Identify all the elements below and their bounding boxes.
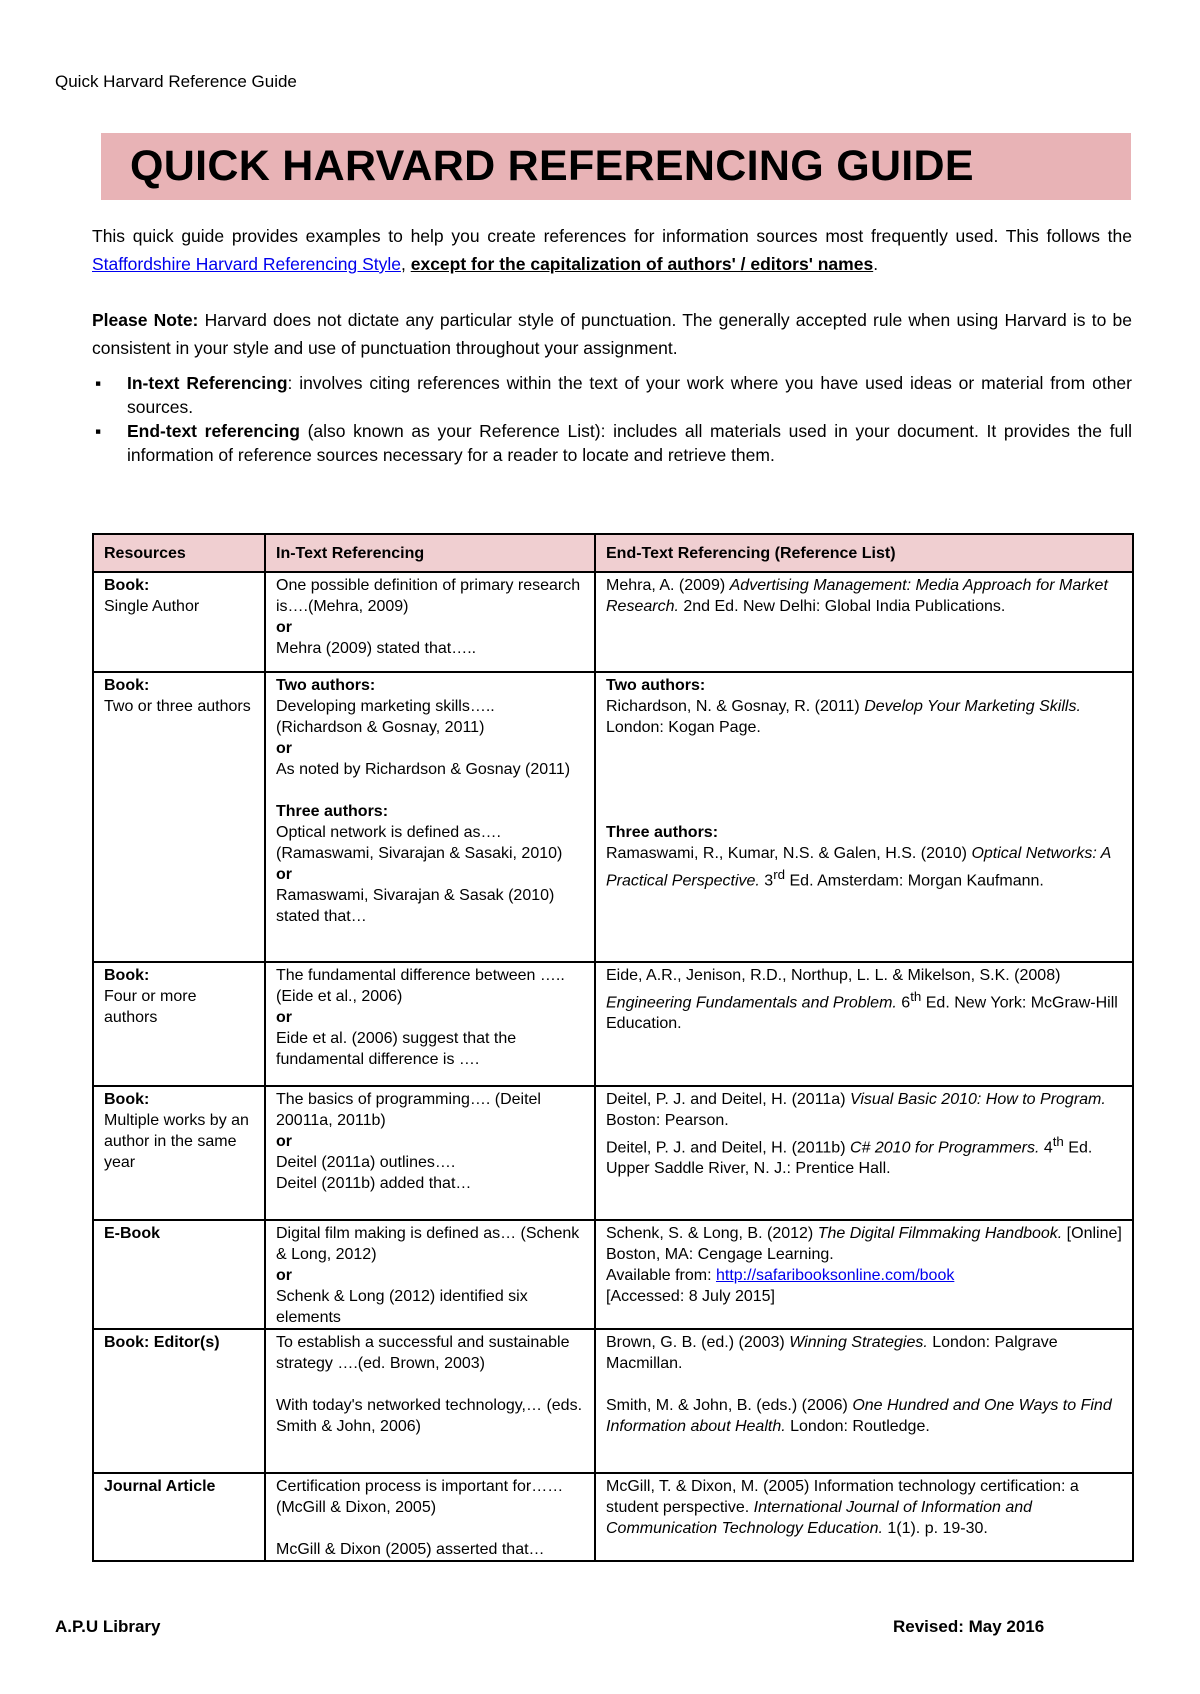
ebook-url-link[interactable]: http://safaribooksonline.com/book: [715, 1267, 955, 1284]
resource-cell: [93, 1086, 265, 1220]
reference-publisher: Ed. Upper Saddle River, N. J.: Prentice Hall.: [606, 1139, 1093, 1178]
intro-section: [92, 222, 1132, 467]
table-row: [93, 1220, 1133, 1329]
in-text-example: To establish a successful and sustainable strategy ….(ed. Brown, 2003): [276, 1334, 570, 1372]
intro-text: This quick guide provides examples to help you create references for information sources most frequently used. This follows the: [92, 226, 1132, 246]
reference-entry: Mehra, A. (2009): [606, 577, 730, 594]
resource-subtype: Two or three authors: [104, 698, 251, 715]
resource-type: Book:: [104, 967, 150, 984]
column-header-end-text: End-Text Referencing (Reference List): [595, 534, 1133, 572]
table-row: [93, 672, 1133, 962]
list-text: (also known as your Reference List): includes all materials used in your document. It provides the full information of reference sources necessary for a reader to locate and retrieve them.: [127, 421, 1132, 465]
table-row: [93, 962, 1133, 1086]
in-text-example: Eide et al. (2006) suggest that the fundamental difference is ….: [276, 1030, 517, 1068]
in-text-example: Mehra (2009) stated that…..: [276, 640, 477, 657]
reference-publisher: Ed. Amsterdam: Morgan Kaufmann.: [785, 872, 1044, 890]
resource-cell: [93, 672, 265, 962]
in-text-example: Ramaswami, Sivarajan & Sasak (2010) stated that…: [276, 887, 555, 925]
edition-suffix: th: [910, 989, 922, 1004]
reference-publisher: Ed. New York: McGraw-Hill Education.: [606, 994, 1118, 1033]
table-row: [93, 1473, 1133, 1561]
three-authors-label: Three authors:: [276, 803, 389, 820]
reference-entry: Deitel, P. J. and Deitel, H. (2011b): [606, 1139, 850, 1157]
reference-entry: Brown, G. B. (ed.) (2003): [606, 1334, 790, 1351]
edition-suffix: th: [1052, 1134, 1064, 1149]
reference-title: Visual Basic 2010: How to Program.: [849, 1091, 1106, 1108]
in-text-example: Schenk & Long (2012) identified six elements: [276, 1288, 528, 1326]
reference-entry: Schenk, S. & Long, B. (2012): [606, 1225, 818, 1242]
resource-type: Book:: [104, 577, 150, 594]
or-separator: or: [276, 619, 292, 636]
reference-publisher: London: Palgrave Macmillan.: [606, 1334, 1058, 1372]
resource-type: Book:: [104, 677, 150, 694]
end-text-cell: [595, 572, 1133, 672]
in-text-cell: [265, 962, 595, 1086]
reference-publisher: [Online] Boston, MA: Cengage Learning.: [606, 1225, 1122, 1263]
in-text-example: With today's networked technology,… (eds. Smith & John, 2006): [276, 1397, 583, 1435]
two-authors-label: Two authors:: [276, 677, 376, 694]
reference-title: C# 2010 for Programmers.: [849, 1139, 1040, 1157]
table-row: [93, 572, 1133, 672]
reference-entry: McGill, T. & Dixon, M. (2005) Information technology certification: a student perspective.: [606, 1478, 1079, 1516]
reference-title: Engineering Fundamentals and Problem.: [606, 994, 897, 1012]
reference-entry: Ramaswami, R., Kumar, N.S. & Galen, H.S. (2010): [606, 845, 972, 862]
staffordshire-style-link[interactable]: Staffordshire Harvard Referencing Style: [92, 254, 401, 274]
reference-title: Develop Your Marketing Skills.: [864, 698, 1081, 715]
or-separator: or: [276, 1133, 292, 1150]
resource-cell: [93, 1220, 265, 1329]
list-item: [92, 419, 1132, 467]
in-text-example: Deitel (2011b) added that…: [276, 1175, 472, 1192]
bullet-icon: ▪: [95, 373, 102, 393]
edition-suffix: rd: [773, 867, 786, 882]
resource-cell: [93, 1473, 265, 1561]
or-separator: or: [276, 1009, 292, 1026]
resource-type: Book:: [104, 1091, 150, 1108]
end-text-cell: [595, 1220, 1133, 1329]
in-text-example: Digital film making is defined as… (Schenk & Long, 2012): [276, 1225, 580, 1263]
in-text-cell: [265, 572, 595, 672]
reference-title: International Journal of Information and Communication Technology Education.: [606, 1499, 1033, 1537]
reference-title: One Hundred and One Ways to Find Information about Health.: [606, 1397, 1112, 1435]
in-text-cell: [265, 1473, 595, 1561]
accessed-date: [Accessed: 8 July 2015]: [606, 1288, 775, 1305]
in-text-example: Certification process is important for……(McGill & Dixon, 2005): [276, 1478, 564, 1516]
reference-publisher: 2nd Ed. New Delhi: Global India Publications.: [678, 598, 1006, 615]
reference-title: Winning Strategies.: [789, 1334, 928, 1351]
footer-library: A.P.U Library: [55, 1617, 161, 1636]
in-text-example: Developing marketing skills….. (Richardson & Gosnay, 2011): [276, 698, 495, 736]
intro-period: .: [873, 254, 879, 274]
in-text-example: Optical network is defined as….(Ramaswami, Sivarajan & Sasaki, 2010): [276, 824, 563, 862]
available-from-label: Available from:: [606, 1267, 716, 1284]
three-authors-label: Three authors:: [606, 824, 719, 841]
two-authors-label: Two authors:: [606, 677, 706, 694]
in-text-cell: [265, 1220, 595, 1329]
resource-cell: [93, 1329, 265, 1473]
resource-cell: [93, 572, 265, 672]
or-separator: or: [276, 740, 292, 757]
end-text-cell: [595, 1473, 1133, 1561]
reference-entry: Smith, M. & John, B. (eds.) (2006): [606, 1397, 853, 1414]
table-row: [93, 1329, 1133, 1473]
intro-paragraph: [92, 222, 1132, 278]
title-banner: [101, 133, 1131, 200]
bullet-icon: ▪: [95, 421, 102, 441]
reference-title: Advertising Management: Media Approach for Market Research.: [606, 577, 1108, 615]
footer-revised: Revised: May 2016: [893, 1617, 1045, 1636]
resource-subtype: Multiple works by an author in the same year: [104, 1112, 249, 1171]
reference-entry: Deitel, P. J. and Deitel, H. (2011a): [606, 1091, 850, 1108]
resource-subtype: Four or more authors: [104, 988, 197, 1026]
list-text: : involves citing references within the text of your work where you have used ideas or material from other sources.: [127, 373, 1132, 417]
list-item: [92, 371, 1132, 419]
reference-entry: Eide, A.R., Jenison, R.D., Northup, L. L. & Mikelson, S.K. (2008): [606, 967, 1061, 984]
in-text-example: As noted by Richardson & Gosnay (2011): [276, 761, 571, 778]
intro-comma: ,: [401, 254, 411, 274]
end-text-cell: [595, 1086, 1133, 1220]
resource-type: Journal Article: [104, 1478, 216, 1495]
edition-number: 4: [1039, 1139, 1053, 1157]
column-header-in-text: In-Text Referencing: [265, 534, 595, 572]
in-text-cell: [265, 1086, 595, 1220]
reference-publisher: London: Kogan Page.: [606, 719, 761, 736]
resource-type: E-Book: [104, 1225, 160, 1242]
in-text-example: The basics of programming…. (Deitel 20011a, 2011b): [276, 1091, 541, 1129]
resource-type: Book: Editor(s): [104, 1334, 220, 1351]
reference-table: [92, 533, 1134, 1562]
reference-title: Optical Networks: A Practical Perspective.: [606, 845, 1111, 890]
end-text-cell: [595, 672, 1133, 962]
in-text-example: Deitel (2011a) outlines….: [276, 1154, 456, 1171]
in-text-example: McGill & Dixon (2005) asserted that…: [276, 1541, 545, 1558]
resource-subtype: Single Author: [104, 598, 200, 615]
or-separator: or: [276, 1267, 292, 1284]
resource-cell: [93, 962, 265, 1086]
referencing-types-list: [92, 371, 1132, 467]
please-note-paragraph: [92, 306, 1132, 362]
reference-entry: Richardson, N. & Gosnay, R. (2011): [606, 698, 865, 715]
edition-number: 3: [759, 872, 774, 890]
running-header: Quick Harvard Reference Guide: [55, 72, 297, 91]
edition-number: 6: [896, 994, 911, 1012]
reference-title: The Digital Filmmaking Handbook.: [817, 1225, 1063, 1242]
reference-publisher: Boston: Pearson.: [606, 1112, 729, 1129]
table-header-row: [93, 534, 1133, 572]
reference-publisher: London: Routledge.: [785, 1418, 930, 1435]
list-term: In-text Referencing: [127, 373, 288, 393]
capitalization-exception: except for the capitalization of authors' / editors' names: [410, 254, 874, 274]
list-term: End-text referencing: [127, 421, 300, 441]
in-text-example: The fundamental difference between ….. (Eide et al., 2006): [276, 967, 565, 1005]
in-text-example: One possible definition of primary research is….(Mehra, 2009): [276, 577, 581, 615]
note-label: Please Note:: [92, 310, 199, 330]
or-separator: or: [276, 866, 292, 883]
end-text-cell: [595, 962, 1133, 1086]
page-title: QUICK HARVARD REFERENCING GUIDE: [130, 142, 974, 190]
in-text-cell: [265, 1329, 595, 1473]
reference-publisher: 1(1). p. 19-30.: [882, 1520, 988, 1537]
in-text-cell: [265, 672, 595, 962]
table-row: [93, 1086, 1133, 1220]
end-text-cell: [595, 1329, 1133, 1473]
note-text: Harvard does not dictate any particular style of punctuation. The generally accepted rule when using Harvard is to be consistent in your style and use of punctuation throughout your assignment.: [92, 310, 1133, 358]
column-header-resources: Resources: [93, 534, 265, 572]
